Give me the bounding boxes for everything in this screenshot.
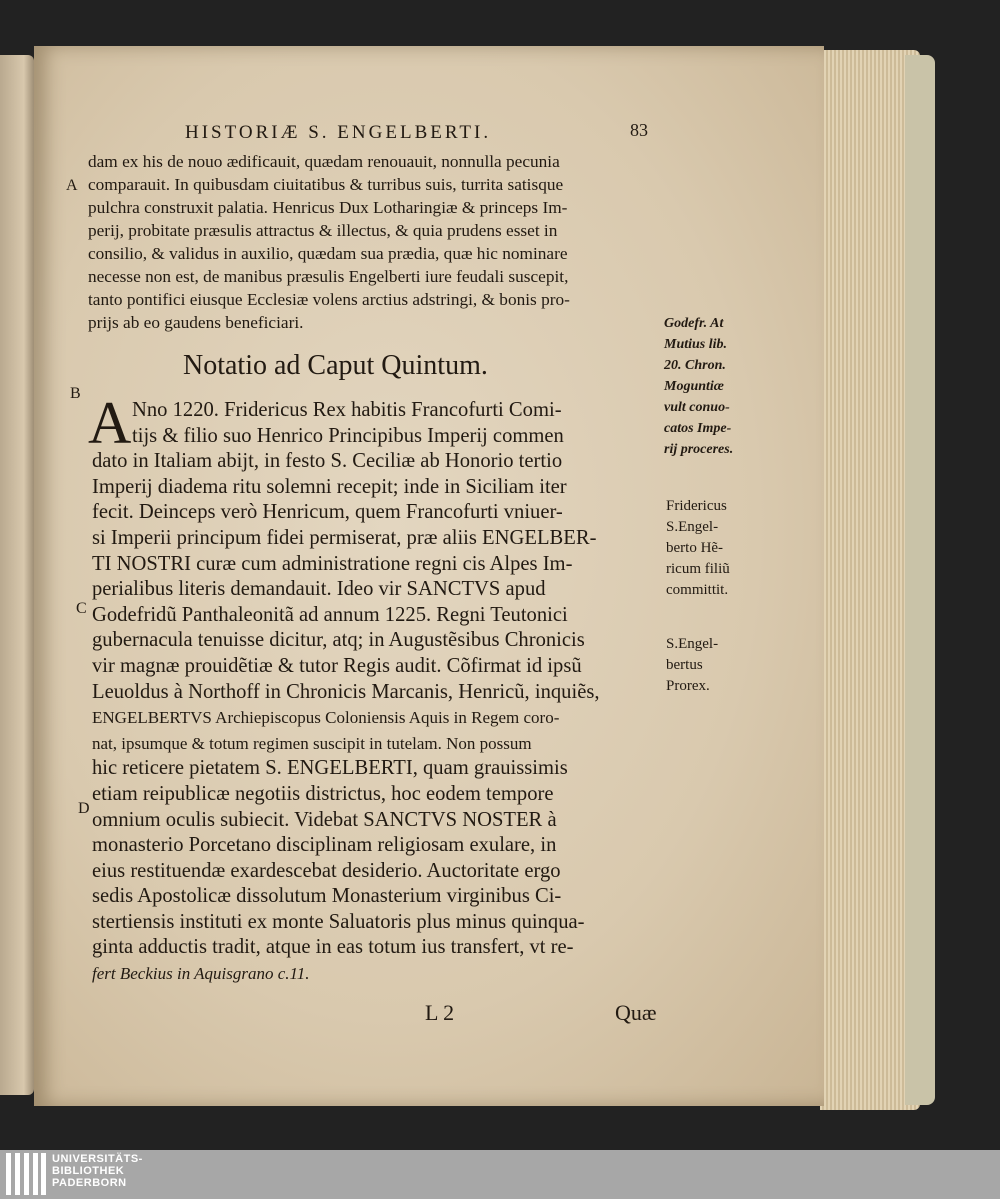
text-line: sedis Apostolicæ dissolutum Monasterium virginibus Ci- (92, 885, 562, 908)
paragraph-1 (88, 150, 663, 334)
note-line: catos Impe- (664, 421, 732, 436)
text-line: Leuoldus à Northoff in Chronicis Marcanis, Henricũ, inquiẽs, (92, 680, 600, 703)
text-line: tijs & filio suo Henrico Principibus Imperij commen (132, 424, 564, 447)
text-line: si Imperii principum fidei permiserat, præ aliis ENGELBER- (92, 526, 597, 549)
book-cover (905, 55, 935, 1105)
text-line: eius restituendæ exardescebat desiderio. Auctoritate ergo (92, 859, 561, 882)
note-line: Prorex. (666, 678, 710, 694)
note-line: Fridericus (666, 498, 727, 514)
library-logo-icon (6, 1153, 46, 1195)
text-line: dato in Italiam abijt, in festo S. Ceciliæ ab Honorio tertio (92, 450, 563, 473)
text-line: omnium oculis subiecit. Videbat SANCTVS NOSTER à (92, 808, 557, 831)
section-marker: B (70, 385, 81, 402)
text-line: fecit. Deinceps verò Henricum, quem Francofurti vniuer- (92, 501, 563, 524)
text-line: perij, probitate præsulis attractus & illectus, & quia prudens esset in (88, 221, 558, 240)
library-logo-line: UNIVERSITÄTS- (52, 1153, 143, 1165)
text-line: gubernacula tenuisse dicitur, atq; in Augustẽsibus Chronicis (92, 629, 585, 652)
text-line: hic reticere pietatem S. ENGELBERTI, quam grauissimis (92, 757, 568, 780)
text-line: pulchra construxit palatia. Henricus Dux Lotharingiæ & princeps Im- (88, 198, 568, 217)
running-title: HISTORIÆ S. ENGELBERTI. (185, 122, 492, 143)
section-marker: C (76, 600, 87, 617)
library-footer-bar (0, 1150, 1000, 1199)
text-line: prijs ab eo gaudens beneficiari. (88, 313, 304, 332)
note-line: S.Engel- (666, 519, 719, 535)
text-line: tanto pontifici eiusque Ecclesiæ volens arctius adstringi, & bonis pro- (88, 290, 570, 309)
note-line: 20. Chron. (664, 358, 726, 373)
note-line: S.Engel- (666, 636, 719, 652)
text-line: Imperij diadema ritu solemni recepit; inde in Siciliam iter (92, 475, 567, 498)
drop-capital: A (88, 390, 132, 456)
text-line: Godefridũ Panthaleonitã ad annum 1225. Regni Teutonici (92, 603, 568, 626)
note-line: vult conuo- (664, 400, 730, 415)
margin-note (666, 496, 730, 601)
text-line: ginta adductis tradit, atque in eas totum ius transfert, vt re- (92, 936, 574, 959)
text-line: nat, ipsumque & totum regimen suscipit in tutelam. Non possum (92, 733, 532, 753)
note-line: Mutius lib. (664, 337, 728, 352)
library-logo-line: PADERBORN (52, 1177, 127, 1189)
text-line: TI NOSTRI curæ cum administratione regni cis Alpes Im- (92, 552, 573, 575)
text-line: Nno 1220. Fridericus Rex habitis Francofurti Comi- (132, 399, 562, 421)
facing-page-edge (0, 55, 34, 1095)
note-line: rij proceres. (664, 442, 734, 457)
section-marker: A (66, 177, 78, 194)
note-line: ricum filiũ (666, 561, 730, 577)
text-line: monasterio Porcetano disciplinam religiosam exulare, in (92, 834, 557, 857)
text-line: necesse non est, de manibus præsulis Engelberti iure feudali suscepit, (88, 267, 569, 286)
note-line: committit. (666, 582, 729, 598)
note-line: Godefr. At (664, 316, 724, 331)
text-line: perialibus literis demandauit. Ideo vir SANCTVS apud (92, 578, 546, 601)
text-line: etiam reipublicæ negotiis districtus, hoc eodem tempore (92, 782, 554, 805)
paragraph-2 (92, 398, 667, 987)
text-line: comparauit. In quibusdam ciuitatibus & turribus suis, turrita satisque (88, 175, 564, 194)
note-line: berto Hẽ- (666, 540, 724, 556)
note-line: bertus (666, 657, 703, 673)
page-number: 83 (630, 120, 648, 140)
section-heading: Notatio ad Caput Quintum. (183, 350, 488, 381)
text-line: vir magnæ prouidẽtiæ & tutor Regis audit. Cõfirmat id ipsũ (92, 654, 582, 677)
text-line: consilio, & validus in auxilio, quædam sua prædia, quæ hic nominare (88, 244, 568, 263)
text-line: stertiensis instituti ex monte Saluatoris plus minus quinqua- (92, 910, 585, 933)
section-marker: D (78, 800, 90, 817)
signature-mark: L 2 (425, 1000, 455, 1025)
library-logo-line: BIBLIOTHEK (52, 1165, 125, 1177)
text-line: dam ex his de nouo ædificauit, quædam renouauit, nonnulla pecunia (88, 152, 560, 171)
note-line: Moguntiæ (664, 379, 724, 394)
margin-note (664, 313, 733, 460)
text-line: ENGELBERTVS Archiepiscopus Coloniensis Aquis in Regem coro- (92, 708, 560, 728)
margin-note (666, 634, 718, 697)
catchword: Quæ (615, 1000, 657, 1025)
text-line: fert Beckius in Aquisgrano c.11. (92, 964, 310, 984)
